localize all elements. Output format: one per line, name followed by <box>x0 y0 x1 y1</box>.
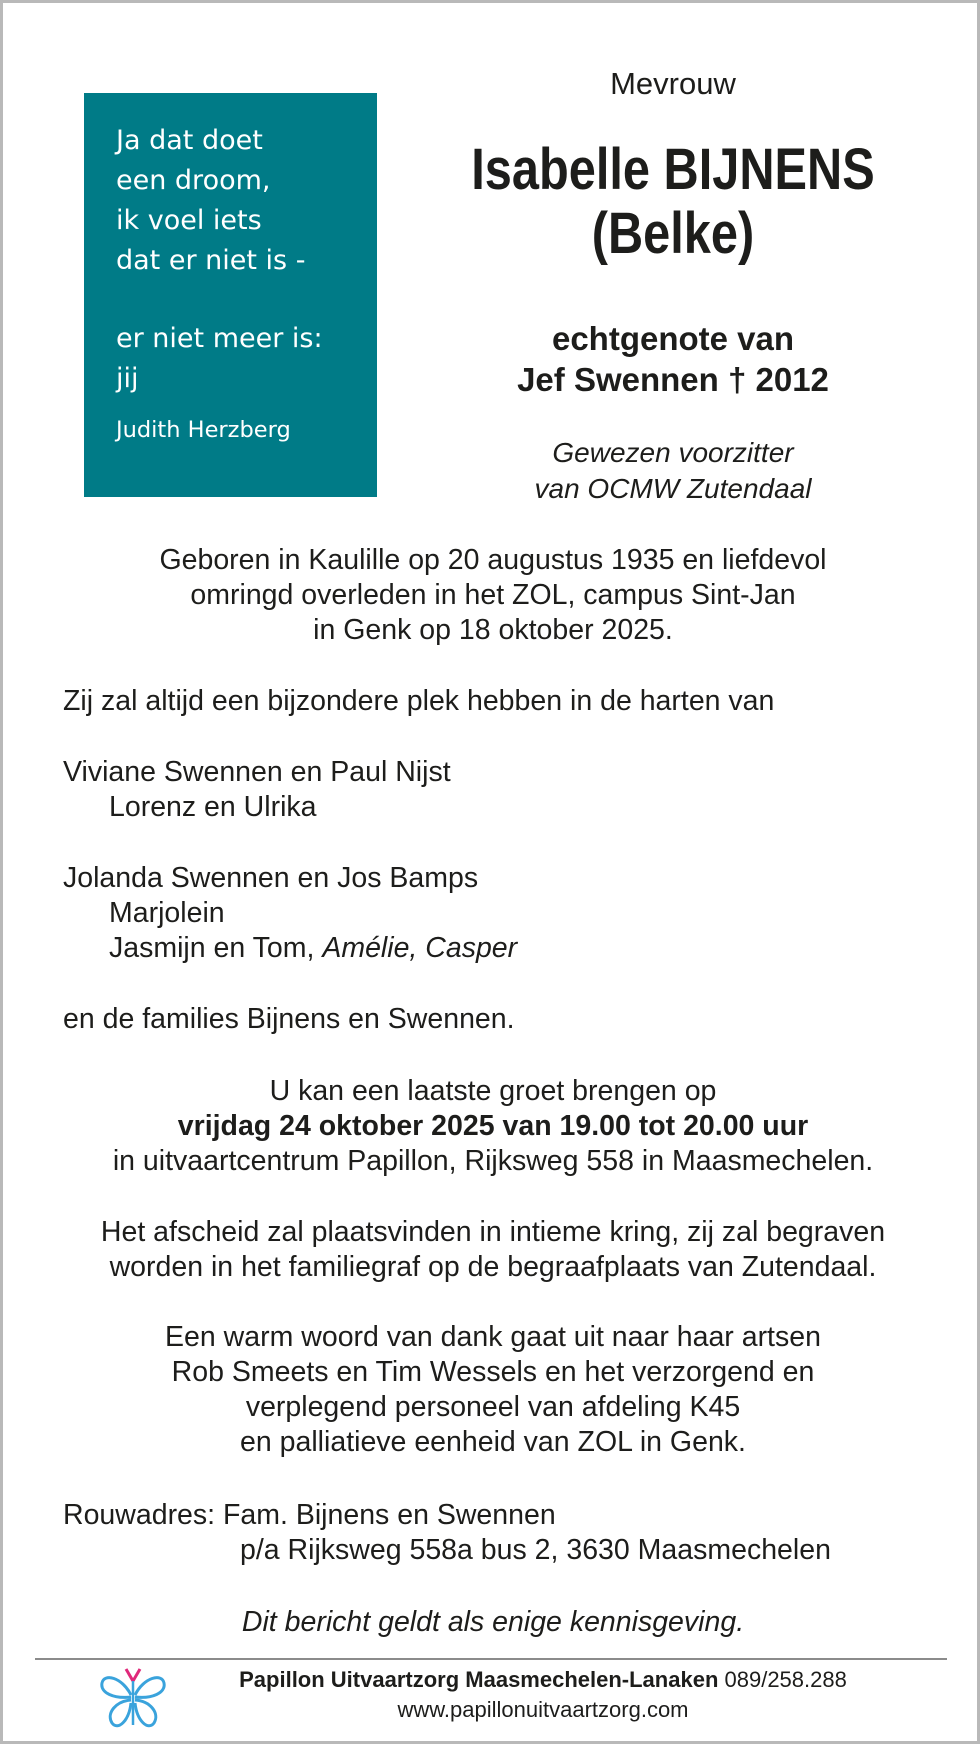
grandchildren-names: Amélie, Casper <box>322 932 518 964</box>
spouse-name: Jef Swennen † 2012 <box>517 361 829 398</box>
poem-line: ik voel iets <box>116 205 262 236</box>
spouse-block <box>423 318 923 400</box>
poem-line: er niet meer is: <box>116 323 323 354</box>
text-line: Geboren in Kaulille op 20 augustus 1935 en liefdevol <box>159 544 827 576</box>
phone-number: 089/258.288 <box>718 1667 847 1692</box>
footer-info <box>183 1665 903 1725</box>
deceased-nickname: (Belke) <box>591 201 755 266</box>
notice-line: Dit bericht geldt als enige kennisgeving. <box>241 1606 745 1638</box>
butterfly-icon <box>98 1665 168 1731</box>
family-parents: Viviane Swennen en Paul Nijst <box>63 756 451 788</box>
text-line: en palliatieve eenheid van ZOL in Genk. <box>240 1426 746 1458</box>
family-children: Lorenz en Ulrika <box>109 791 317 823</box>
text-line: Een warm woord van dank gaat uit naar haar artsen <box>165 1321 821 1353</box>
text-line: Het afscheid zal plaatsvinden in intieme kring, zij zal begraven <box>100 1216 886 1248</box>
family-child-names: Jasmijn en Tom, <box>109 932 323 964</box>
poem-line: dat er niet is - <box>116 245 306 276</box>
family-child <box>63 931 517 966</box>
visitation-datetime: vrijdag 24 oktober 2025 van 19.00 tot 20.00 uur <box>177 1110 809 1142</box>
role-line: van OCMW Zutendaal <box>534 473 812 504</box>
family-child: Marjolein <box>109 897 225 929</box>
family-group <box>63 861 517 966</box>
text-line: Rob Smeets en Tim Wessels en het verzorgend en <box>171 1356 815 1388</box>
title-prefix: Mevrouw <box>610 66 736 101</box>
family-intro: Zij zal altijd een bijzondere plek hebben in de harten van <box>63 685 775 717</box>
visitation-paragraph <box>43 1074 943 1179</box>
family-group <box>63 755 451 825</box>
stanza-gap <box>116 281 377 319</box>
text-line: omringd overleden in het ZOL, campus Sint-Jan <box>190 579 796 611</box>
role-block <box>423 435 923 507</box>
poem-author: Judith Herzberg <box>116 417 291 443</box>
organization-name: Papillon Uitvaartzorg Maasmechelen-Lanaken <box>239 1667 719 1692</box>
poem-line: een droom, <box>116 165 271 196</box>
spouse-line: echtgenote van <box>551 320 795 357</box>
website-link[interactable]: www.papillonuitvaartzorg.com <box>397 1697 689 1722</box>
thanks-paragraph <box>43 1320 943 1460</box>
mourning-address <box>63 1498 831 1568</box>
extended-families: en de families Bijnens en Swennen. <box>63 1003 515 1035</box>
birth-death-paragraph <box>43 543 943 648</box>
farewell-paragraph <box>43 1215 943 1285</box>
family-parents: Jolanda Swennen en Jos Bamps <box>63 862 479 894</box>
text-line: worden in het familiegraf op de begraafplaats van Zutendaal. <box>109 1251 877 1283</box>
address-line: Rouwadres: Fam. Bijnens en Swennen <box>63 1499 556 1531</box>
role-line: Gewezen voorzitter <box>552 437 794 468</box>
footer-org-line <box>183 1665 903 1695</box>
text-line: U kan een laatste groet brengen op <box>269 1075 717 1107</box>
deceased-name: Isabelle BIJNENS <box>471 137 875 202</box>
text-line: in uitvaartcentrum Papillon, Rijksweg 558 in Maasmechelen. <box>112 1145 874 1177</box>
poem-line: Ja dat doet <box>116 125 263 156</box>
address-line: p/a Rijksweg 558a bus 2, 3630 Maasmechelen <box>240 1534 831 1566</box>
text-line: verplegend personeel van afdeling K45 <box>245 1391 741 1423</box>
poem-line: jij <box>116 363 139 394</box>
deceased-name-block <box>463 138 883 266</box>
footer-divider <box>35 1658 947 1660</box>
poem-box <box>84 93 377 497</box>
text-line: in Genk op 18 oktober 2025. <box>313 614 673 646</box>
